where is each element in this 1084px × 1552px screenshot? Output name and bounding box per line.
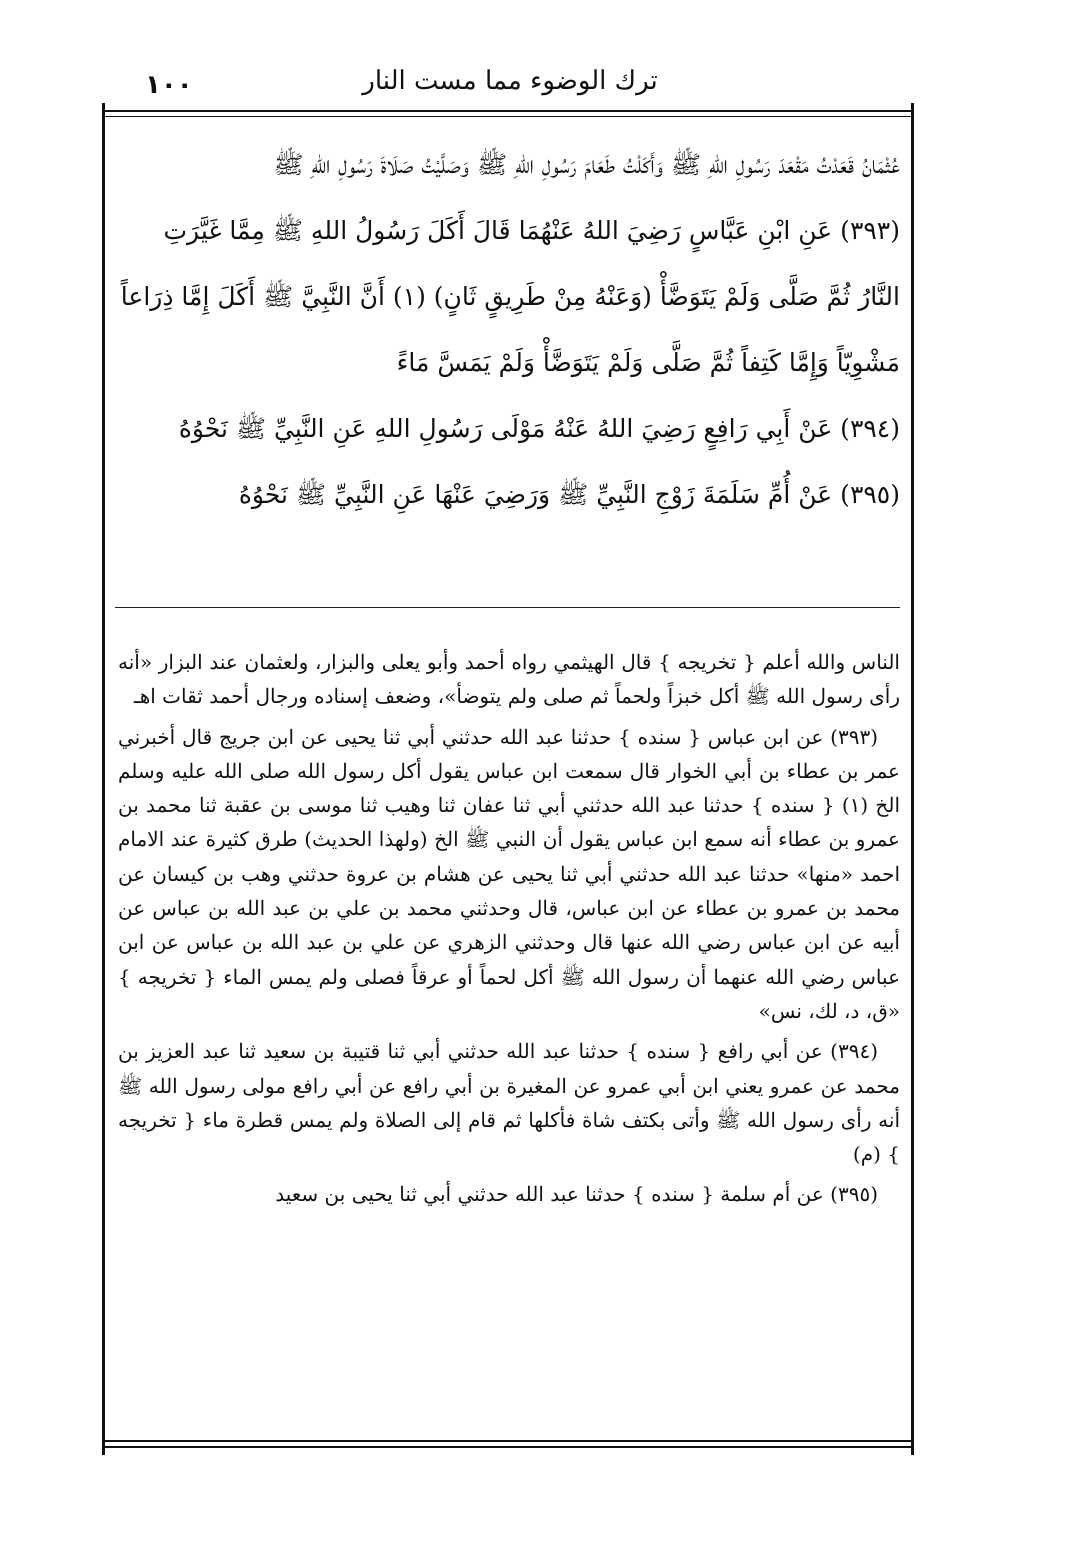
commentary-paragraph: الناس والله أعلم { تخريجه } قال الهيثمي رواه أحمد وأبو يعلى والبزار، ولعثمان عند البزار «أنه رأى رسول الله ﷺ أكل خبزاً ولحماً ثم صلى ولم يتوضأ»، وضعف إسناده ورجال أحمد ثقات اهـ xyxy=(118,650,900,709)
page-header xyxy=(105,62,915,102)
commentary-paragraph: (٣٩٣) عن ابن عباس { سنده } حدثنا عبد الله حدثني أبي ثنا يحيى عن ابن جريج قال أخبرني عمر بن عطاء بن أبي الخوار قال سمعت ابن عباس يقول أكل رسول الله صلى الله عليه وسلم الخ (١) { سنده } حدثنا عبد الله حدثني أبي ثنا عفان ثنا وهيب ثنا موسى بن عقبة ثنا محمد بن عمرو بن عطاء أنه سمع ابن عباس يقول أن النبي ﷺ الخ (ولهذا الحديث) طرق كثيرة عند الامام احمد «منها» حدثنا عبد الله حدثني أبي ثنا يحيى عن هشام بن عروة حدثني وهب بن كيسان عن محمد بن عمرو بن عطاء عن ابن عباس، قال وحدثني محمد بن علي بن عبد الله بن عباس عن أبيه عن ابن عباس رضي الله عنها قال وحدثني الزهري عن علي بن عبد الله بن عباس عن ابن عباس رضي الله عنهما أن رسول الله ﷺ أكل لحماً أو عرقاً فصلى ولم يمس الماء { تخريجه } «ق، د، لك، نس» xyxy=(118,724,900,1023)
bottom-rule-double xyxy=(102,1446,914,1448)
hadith-paragraph: (٣٩٣) عَنِ ابْنِ عَبَّاسٍ رَضِيَ اللهُ عَنْهُمَا قَالَ أَكَلَ رَسُولُ اللهِ ﷺ مِمَّا غَيَّرَتِ النَّارُ ثُمَّ صَلَّى وَلَمْ يَتَوَضَّأْ (وَعَنْهُ مِنْ طَرِيقٍ ثَانٍ) (١) أَنَّ النَّبِيَّ ﷺ أَكَلَ إِمَّا ذِرَاعاً مَشْوِيّاً وَإِمَّا كَتِفاً ثُمَّ صَلَّى وَلَمْ يَتَوَضَّأْ وَلَمْ يَمَسَّ مَاءً xyxy=(120,216,900,377)
hadith-paragraph: (٣٩٤) عَنْ أَبِي رَافِعٍ رَضِيَ اللهُ عَنْهُ مَوْلَى رَسُولِ اللهِ عَنِ النَّبِيِّ ﷺ نَحْوُهُ xyxy=(178,414,900,443)
commentary-paragraph: (٣٩٥) عن أم سلمة { سنده } حدثنا عبد الله حدثني أبي ثنا يحيى بن سعيد xyxy=(275,1182,878,1207)
bottom-rule xyxy=(102,1440,914,1442)
page-number: ١٠٠ xyxy=(145,70,193,100)
page-title: ترك الوضوء مما مست النار xyxy=(362,66,658,96)
hadith-paragraph: عُثْمَانُ قَعَدْتُ مَقْعَدَ رَسُولِ اللهِ ﷺ وَأَكَلْتُ طَعَامَ رَسُولِ اللهِ ﷺ وَصَلَّيْتُ صَلَاةَ رَسُولِ اللهِ ﷺ xyxy=(273,150,900,179)
top-rule xyxy=(102,110,914,112)
hadith-paragraph: (٣٩٥) عَنْ أُمِّ سَلَمَةَ زَوْجِ النَّبِيِّ ﷺ وَرَضِيَ عَنْهَا عَنِ النَّبِيِّ ﷺ نَحْوُهُ xyxy=(238,480,900,509)
top-rule-thin xyxy=(102,116,914,117)
commentary-section xyxy=(118,645,900,1218)
hadith-text-section xyxy=(118,132,900,528)
commentary-paragraph: (٣٩٤) عن أبي رافع { سنده } حدثنا عبد الله حدثني أبي ثنا قتيبة بن سعيد ثنا عبد العزيز بن محمد عن عمرو يعني ابن أبي عمرو عن المغيرة بن أبي رافع عن أبي رافع مولى رسول الله ﷺ أنه رأى رسول الله ﷺ وأتى بكتف شاة فأكلها ثم قام إلى الصلاة ولم يمس قطرة ماء { تخريجه } (م) xyxy=(118,1039,900,1167)
section-divider xyxy=(115,607,900,608)
